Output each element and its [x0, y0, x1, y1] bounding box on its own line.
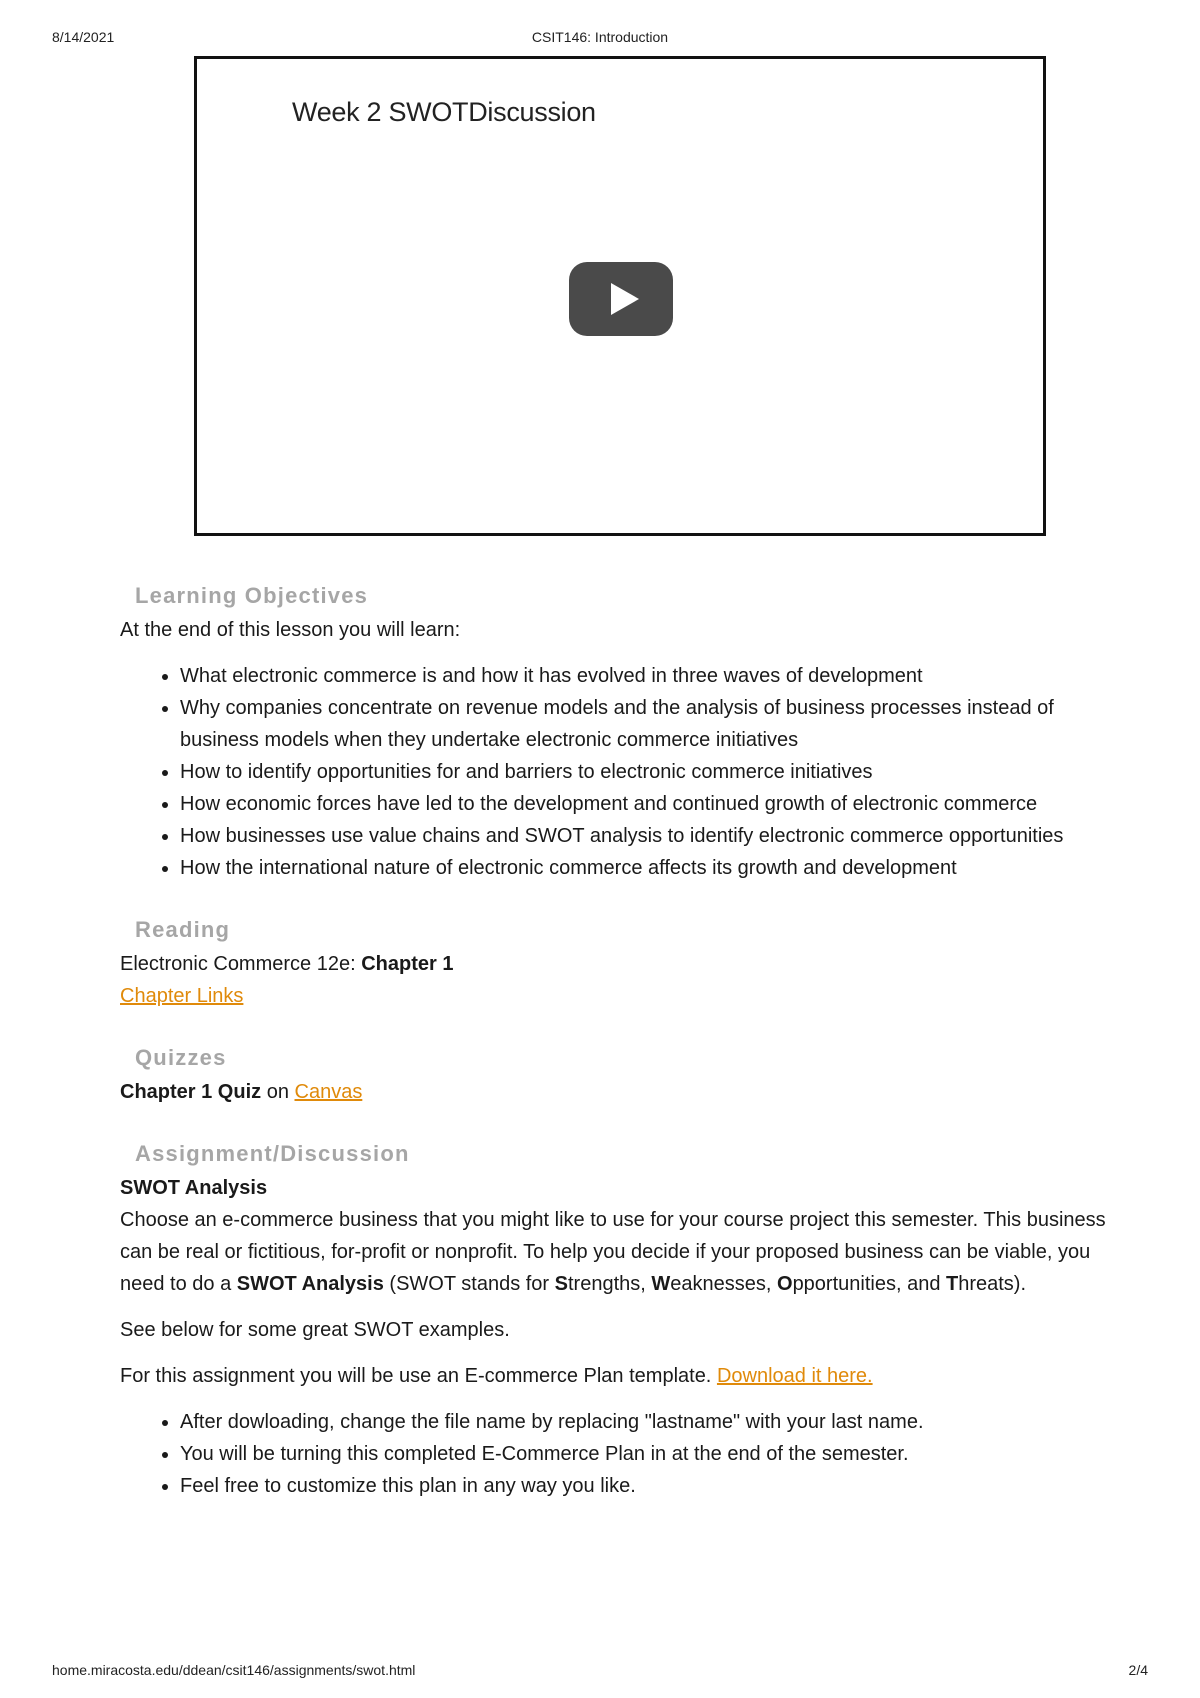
print-title: CSIT146: Introduction: [531, 29, 669, 45]
play-button[interactable]: [569, 262, 673, 336]
print-date: 8/14/2021: [52, 29, 115, 45]
list-item: • How to identify opportunities for and barriers to electronic commerce initiatives: [180, 756, 1120, 788]
reading-chapter: Chapter 1: [361, 953, 454, 975]
quiz-on: on: [261, 1081, 295, 1103]
reading-book: Electronic Commerce 12e:: [120, 953, 362, 975]
page-number: 2/4: [1128, 1662, 1148, 1678]
swot-analysis-term: SWOT Analysis: [236, 1273, 384, 1295]
print-header: [52, 29, 1148, 47]
list-item: • How economic forces have led to the development and continued growth of electronic commerce: [180, 788, 1120, 820]
swot-letter: S: [554, 1273, 568, 1295]
paragraph-text: Choose an e-commerce business that you might like to use for your course project this semester. This business can be real or fictitious, for-profit or nonprofit. To help you decide if your proposed business can be viable, you need to do a: [120, 1209, 1106, 1295]
list-item: • How the international nature of electronic commerce affects its growth and development: [180, 852, 1120, 884]
assignment-heading: Assignment/Discussion: [135, 1141, 410, 1166]
examples-note: See below for some great SWOT examples.: [120, 1319, 510, 1341]
reading-text: [120, 948, 1120, 980]
play-icon: [611, 283, 639, 315]
list-item: • You will be turning this completed E-Commerce Plan in at the end of the semester.: [180, 1438, 1120, 1470]
download-link[interactable]: Download it here.: [716, 1365, 873, 1387]
paragraph-text: hreats).: [958, 1273, 1027, 1295]
swot-letter: W: [651, 1273, 671, 1295]
learning-objectives-heading: Learning Objectives: [135, 583, 369, 608]
main-content: [120, 580, 1120, 1502]
quiz-text: [120, 1076, 1120, 1108]
assignment-subheading: SWOT Analysis: [120, 1177, 268, 1199]
reading-heading: Reading: [135, 917, 231, 942]
chapter-links-link[interactable]: Chapter Links: [120, 985, 244, 1007]
quizzes-heading: Quizzes: [135, 1045, 227, 1070]
objectives-list: [120, 660, 1120, 884]
objectives-intro: At the end of this lesson you will learn:: [120, 619, 461, 641]
instructions-list: [120, 1406, 1120, 1502]
paragraph-text: pportunities, and: [792, 1273, 946, 1295]
template-note: [120, 1360, 1120, 1392]
assignment-paragraph: [120, 1204, 1120, 1300]
paragraph-text: trengths,: [567, 1273, 652, 1295]
quiz-name: Chapter 1 Quiz: [120, 1081, 262, 1103]
paragraph-text: For this assignment you will be use an E-commerce Plan template.: [120, 1365, 717, 1387]
list-item: • Why companies concentrate on revenue models and the analysis of business processes instead of business models when they undertake electronic commerce initiatives: [180, 692, 1120, 756]
list-item: • What electronic commerce is and how it has evolved in three waves of development: [180, 660, 1120, 692]
paragraph-text: (SWOT stands for: [383, 1273, 555, 1295]
swot-letter: O: [777, 1273, 793, 1295]
swot-letter: T: [946, 1273, 959, 1295]
list-item: • After dowloading, change the file name by replacing "lastname" with your last name.: [180, 1406, 1120, 1438]
paragraph-text: eaknesses,: [670, 1273, 777, 1295]
list-item: • How businesses use value chains and SWOT analysis to identify electronic commerce opportunities: [180, 820, 1120, 852]
canvas-link[interactable]: Canvas: [294, 1081, 363, 1103]
print-url: home.miracosta.edu/ddean/csit146/assignments/swot.html: [52, 1662, 416, 1678]
print-footer: [52, 1662, 1148, 1680]
list-item: • Feel free to customize this plan in any way you like.: [180, 1470, 1120, 1502]
video-title: Week 2 SWOTDiscussion: [292, 97, 596, 127]
video-embed[interactable]: [194, 56, 1046, 536]
